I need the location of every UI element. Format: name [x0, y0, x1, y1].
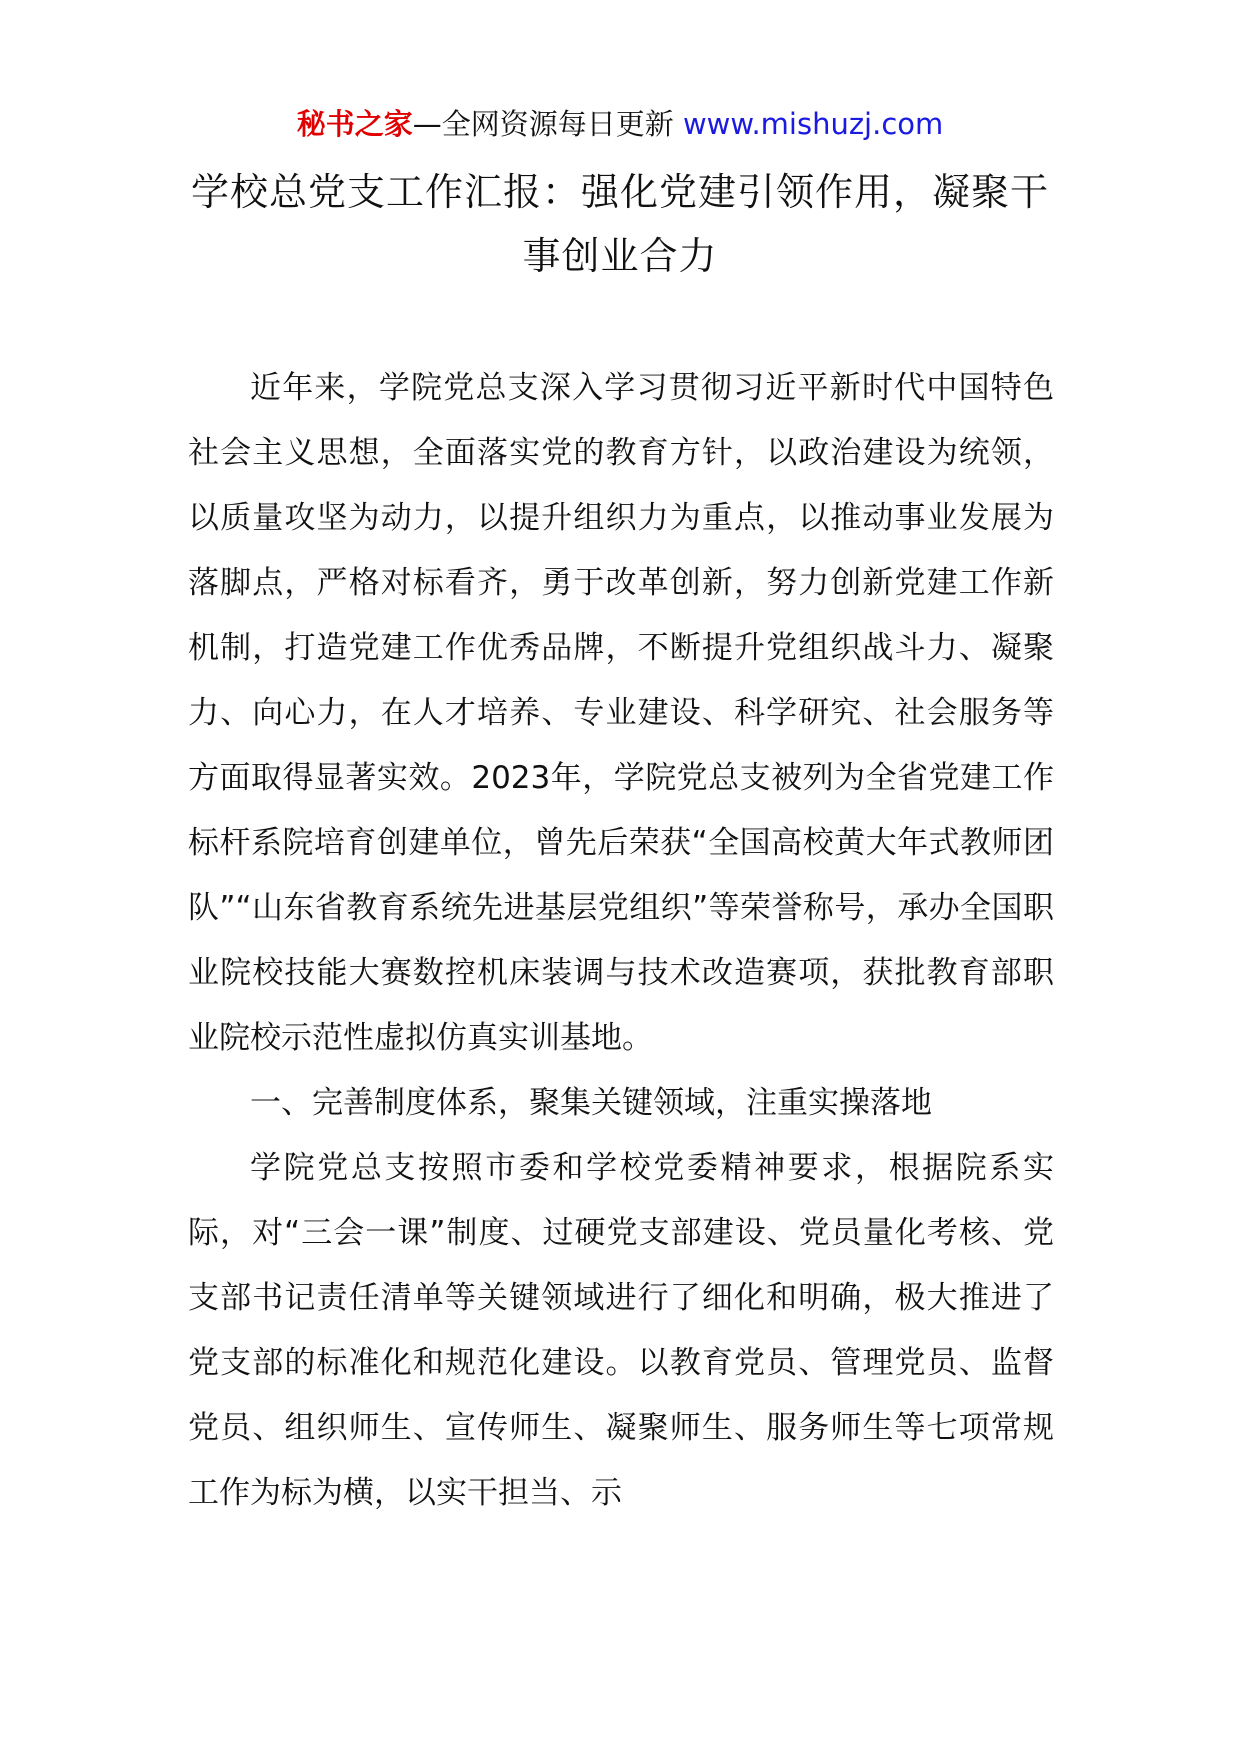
- site-tagline: —全网资源每日更新: [412, 107, 683, 141]
- paragraph-section-1: 学院党总支按照市委和学校党委精神要求，根据院系实际，对“三会一课”制度、过硬党支部建设、党员量化考核、党支部书记责任清单等关键领域进行了细化和明确，极大推进了党支部的标准化和规范化建设。以教育党员、管理党员、监督党员、组织师生、宣传师生、凝聚师生、服务师生等七项常规工作为标为横，以实干担当、示: [188, 1150, 1054, 1511]
- site-header: [0, 100, 1240, 148]
- site-url-link[interactable]: www.mishuzj.com: [682, 107, 944, 141]
- site-brand: 秘书之家: [296, 107, 413, 141]
- document-body: [188, 356, 1054, 1526]
- paragraph-intro: 近年来，学院党总支深入学习贯彻习近平新时代中国特色社会主义思想，全面落实党的教育方针，以政治建设为统领，以质量攻坚为动力，以提升组织力为重点，以推动事业发展为落脚点，严格对标看齐，勇于改革创新，努力创新党建工作新机制，打造党建工作优秀品牌，不断提升党组织战斗力、凝聚力、向心力，在人才培养、专业建设、科学研究、社会服务等方面取得显著实效。2023年，学院党总支被列为全省党建工作标杆系院培育创建单位，曾先后荣获“全国高校黄大年式教师团队”“山东省教育系统先进基层党组织”等荣誉称号，承办全国职业院校技能大赛数控机床装调与技术改造赛项，获批教育部职业院校示范性虚拟仿真实训基地。: [188, 370, 1054, 1056]
- document-title: 学校总党支工作汇报：强化党建引领作用，凝聚干事创业合力: [190, 170, 1049, 278]
- section-heading: 一、完善制度体系，聚集关键领域，注重实操落地: [250, 1085, 932, 1121]
